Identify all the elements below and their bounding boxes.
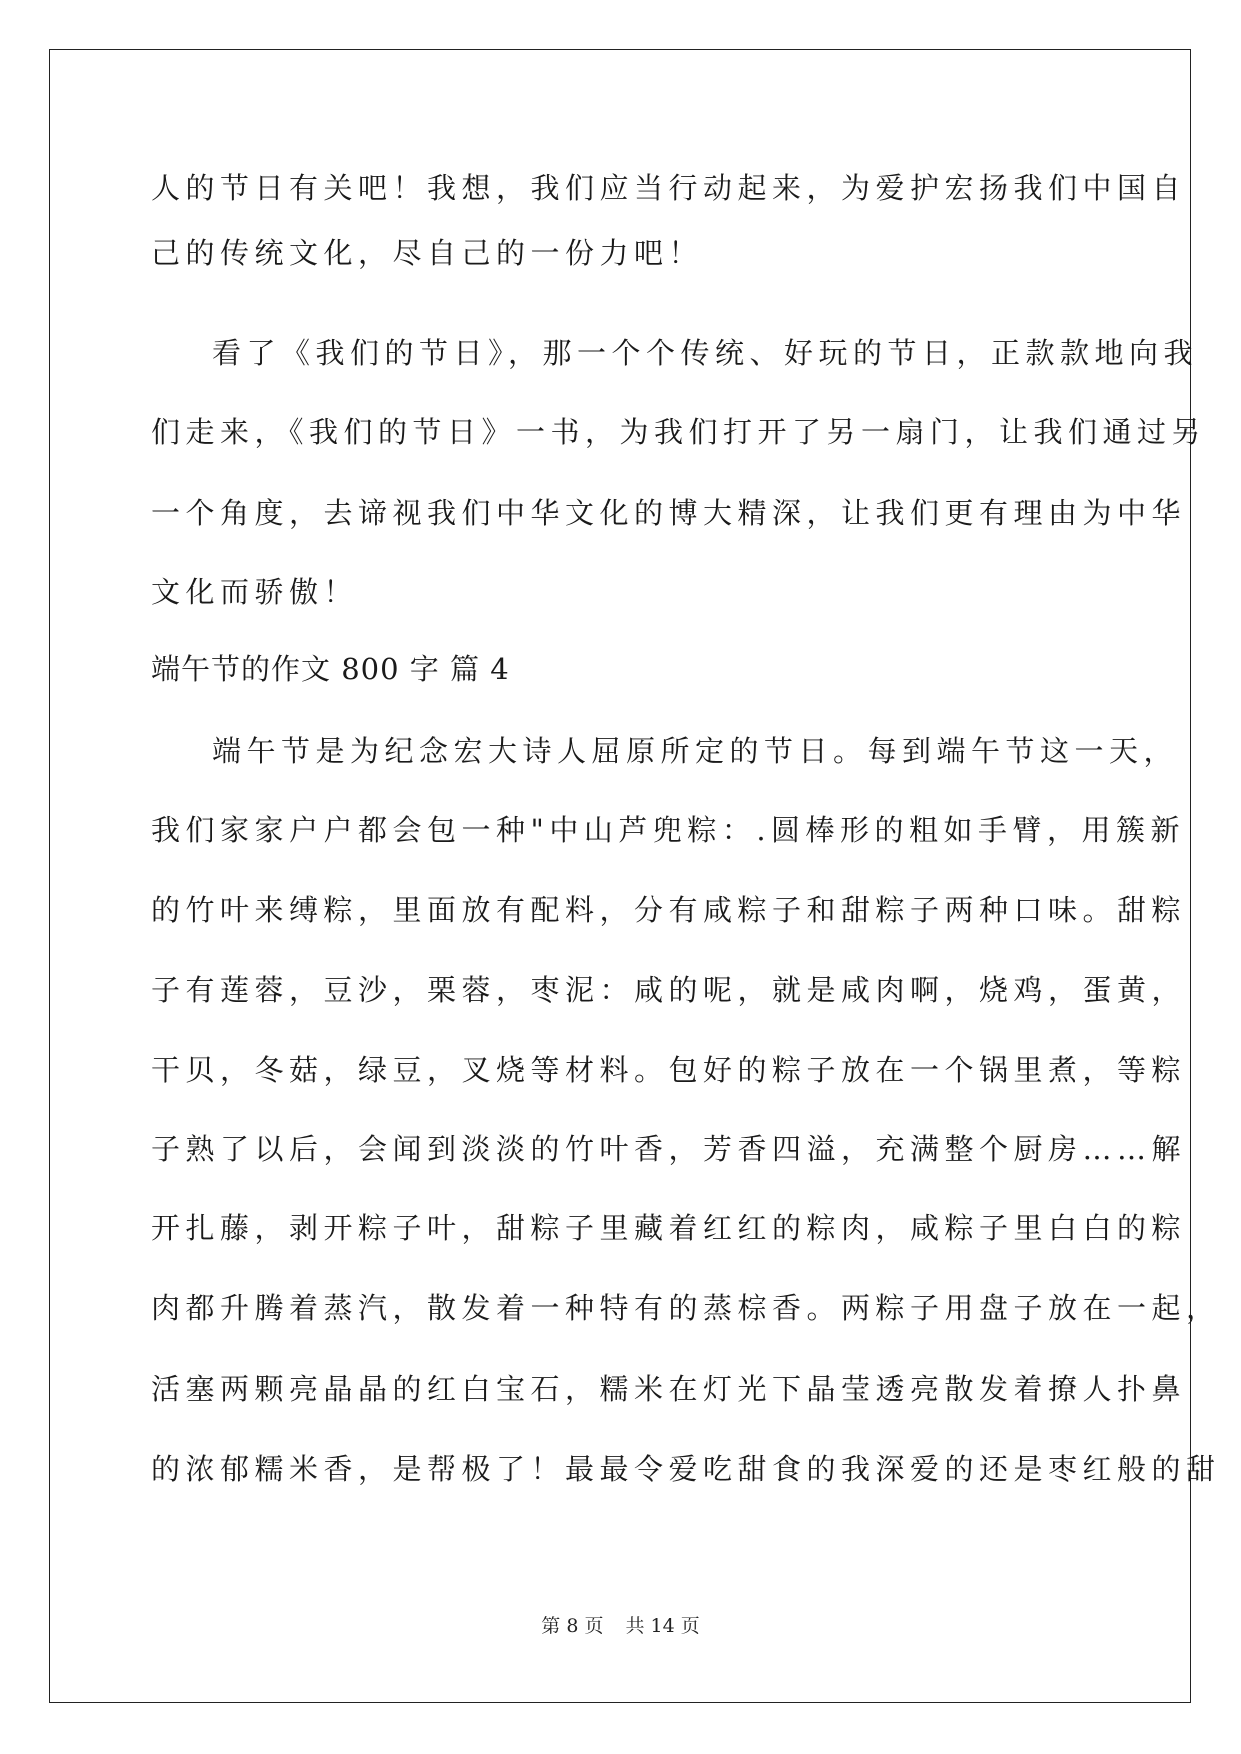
- text-line: 们走来，《我们的节日》一书，为我们打开了另一扇门，让我们通过另: [151, 415, 1207, 449]
- text-line: 开扎藤，剥开粽子叶，甜粽子里藏着红红的粽肉，咸粽子里白白的粽: [151, 1211, 1187, 1245]
- text-line: 人的节日有关吧！我想，我们应当行动起来，为爱护宏扬我们中国自: [151, 171, 1187, 205]
- text-line: 一个角度，去谛视我们中华文化的博大精深，让我们更有理由为中华: [151, 496, 1187, 530]
- text-line: 的浓郁糯米香，是帮极了！最最令爱吃甜食的我深爱的还是枣红般的甜: [151, 1452, 1221, 1486]
- text-line: 肉都升腾着蒸汽，散发着一种特有的蒸棕香。两粽子用盘子放在一起，: [151, 1291, 1221, 1325]
- section-heading: 端午节的作文 800 字 篇 4: [151, 652, 510, 686]
- page-footer: [0, 1614, 1241, 1638]
- page-number-total: 共 14 页: [625, 1615, 700, 1637]
- text-line: 的竹叶来缚粽，里面放有配料，分有咸粽子和甜粽子两种口味。甜粽: [151, 893, 1187, 927]
- paragraph-start-line: 看了《我们的节日》，那一个个传统、好玩的节日，正款款地向我: [212, 336, 1199, 370]
- paragraph-start-line: 端午节是为纪念宏大诗人屈原所定的节日。每到端午节这一天，: [212, 734, 1179, 768]
- text-line: 我们家家户户都会包一种"中山芦兜粽：.圆棒形的粗如手臂，用簇新: [151, 813, 1186, 847]
- text-line: 文化而骄傲！: [151, 575, 359, 609]
- text-line: 活塞两颗亮晶晶的红白宝石，糯米在灯光下晶莹透亮散发着撩人扑鼻: [151, 1372, 1187, 1406]
- page-number-current: 第 8 页: [541, 1615, 604, 1637]
- text-line: 干贝，冬菇，绿豆，叉烧等材料。包好的粽子放在一个锅里煮，等粽: [151, 1053, 1187, 1087]
- text-line: 子熟了以后，会闻到淡淡的竹叶香，芳香四溢，充满整个厨房……解: [151, 1132, 1187, 1166]
- text-line: 子有莲蓉，豆沙，栗蓉，枣泥：咸的呢，就是咸肉啊，烧鸡，蛋黄，: [151, 973, 1187, 1007]
- text-line: 己的传统文化，尽自己的一份力吧！: [151, 236, 704, 270]
